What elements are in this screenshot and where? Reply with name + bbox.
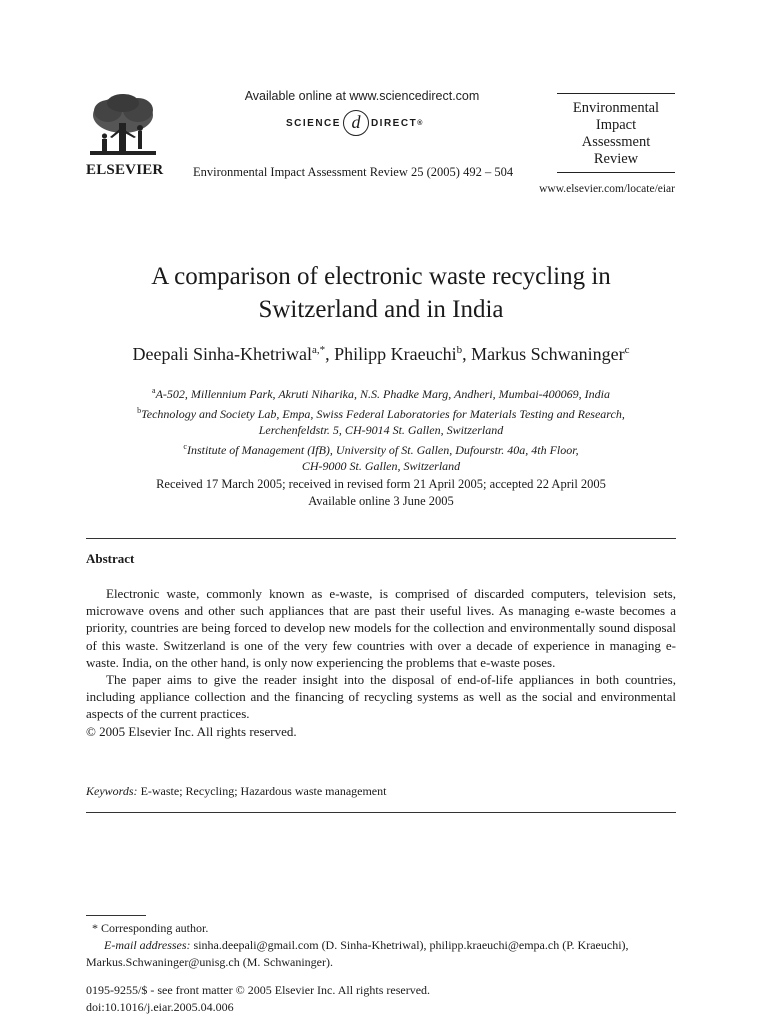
article-title	[86, 260, 676, 326]
corresponding-author-note: * Corresponding author.	[92, 921, 209, 935]
author-name[interactable]: Deepali Sinha-Khetriwal	[132, 344, 312, 364]
author-name[interactable]: , Markus Schwaninger	[462, 344, 625, 364]
sd-mark: ®	[417, 119, 424, 127]
keywords-line	[86, 784, 386, 799]
affiliations	[86, 383, 676, 475]
elsevier-tree-logo	[86, 93, 160, 159]
affiliation-line: $^a$A-502, Millennium Park, Akruti Niharika, N.S. Phadke Marg, Andheri, Mumbai-400069, India	[152, 386, 610, 401]
issn-line: 0195-9255/$ - see front matter © 2005 Elsevier Inc. All rights reserved.	[86, 983, 431, 997]
keywords-label: Keywords:	[86, 784, 138, 798]
title-line-2: Switzerland and in India	[258, 296, 504, 323]
affiliation-line: CH-9000 St. Gallen, Switzerland	[301, 459, 461, 473]
author-list	[86, 344, 676, 365]
email-addresses-cont[interactable]: Markus.Schwaninger@unisg.ch (M. Schwaninger).	[86, 955, 334, 969]
abstract-copyright: © 2005 Elsevier Inc. All rights reserved.	[86, 723, 297, 739]
abstract-paragraph: The paper aims to give the reader insight into the disposal of end-of-life appliances in both countries, including appliance collection and the financing of recycling systems as well as the social and environmental aspects of the current practices.	[86, 672, 676, 722]
keywords-text: E-waste; Recycling; Hazardous waste management	[140, 784, 387, 798]
publisher-name: ELSEVIER	[86, 162, 164, 178]
doi-link[interactable]: doi:10.1016/j.eiar.2005.04.006	[86, 1000, 234, 1014]
available-online-date: Available online 3 June 2005	[308, 494, 454, 508]
journal-name-line: Environmental	[572, 100, 660, 116]
author-sup[interactable]: a,*	[311, 344, 326, 356]
divider-top	[86, 538, 676, 539]
author-name[interactable]: , Philipp Kraeuchi	[325, 344, 457, 364]
journal-name-line: Review	[593, 151, 639, 167]
journal-citation: Environmental Impact Assessment Review 25 (2005) 492 – 504	[193, 165, 514, 179]
sd-d-icon: d	[343, 110, 369, 136]
article-dates	[86, 476, 676, 510]
abstract-body	[86, 585, 676, 740]
footnotes	[86, 920, 676, 971]
abstract-paragraph: Electronic waste, commonly known as e-waste, is comprised of discarded computers, television sets, microwave ovens and other such appliances that are past their useful lives. As managing e-waste becomes a priority, countries are being forced to develop new models for the collection and environmentally sound disposal of this waste. Switzerland is one of the very few countries with over a decade of experience in managing e-waste. India, on the other hand, is only now experiencing the problems that e-waste poses.	[86, 586, 676, 670]
author-sup[interactable]: b	[456, 344, 463, 356]
received-dates: Received 17 March 2005; received in revised form 21 April 2005; accepted 22 April 2005	[156, 477, 606, 491]
journal-name-line: Assessment	[581, 134, 651, 150]
footnote-rule	[86, 915, 146, 916]
affiliation-line: Lerchenfeldstr. 5, CH-9014 St. Gallen, Switzerland	[258, 423, 504, 437]
bottom-matter	[86, 982, 430, 1016]
title-line-1: A comparison of electronic waste recycling in	[151, 263, 611, 290]
divider-bottom	[86, 812, 676, 813]
email-line	[86, 937, 676, 954]
email-label: E-mail addresses:	[104, 938, 191, 952]
journal-name-line: Impact	[595, 117, 637, 133]
sciencedirect-logo	[286, 110, 476, 136]
available-online-text: Available online at www.sciencedirect.com	[244, 89, 480, 103]
abstract-heading: Abstract	[86, 551, 135, 566]
affiliation-line: $^c$Institute of Management (IfB), University of St. Gallen, Dufourstr. 40a, 4th Floor,	[183, 441, 579, 457]
affiliation-line: $^b$Technology and Society Lab, Empa, Swiss Federal Laboratories for Materials Testing and Research,	[137, 405, 625, 421]
journal-url-link[interactable]: www.elsevier.com/locate/eiar	[539, 183, 675, 195]
author-sup[interactable]: c	[624, 344, 630, 356]
sd-left: SCIENCE	[286, 117, 341, 129]
journal-name-box	[557, 93, 675, 173]
sd-right: DIRECT	[370, 117, 418, 129]
email-addresses[interactable]: sinha.deepali@gmail.com (D. Sinha-Khetriwal), philipp.kraeuchi@empa.ch (P. Kraeuchi),	[193, 938, 629, 952]
